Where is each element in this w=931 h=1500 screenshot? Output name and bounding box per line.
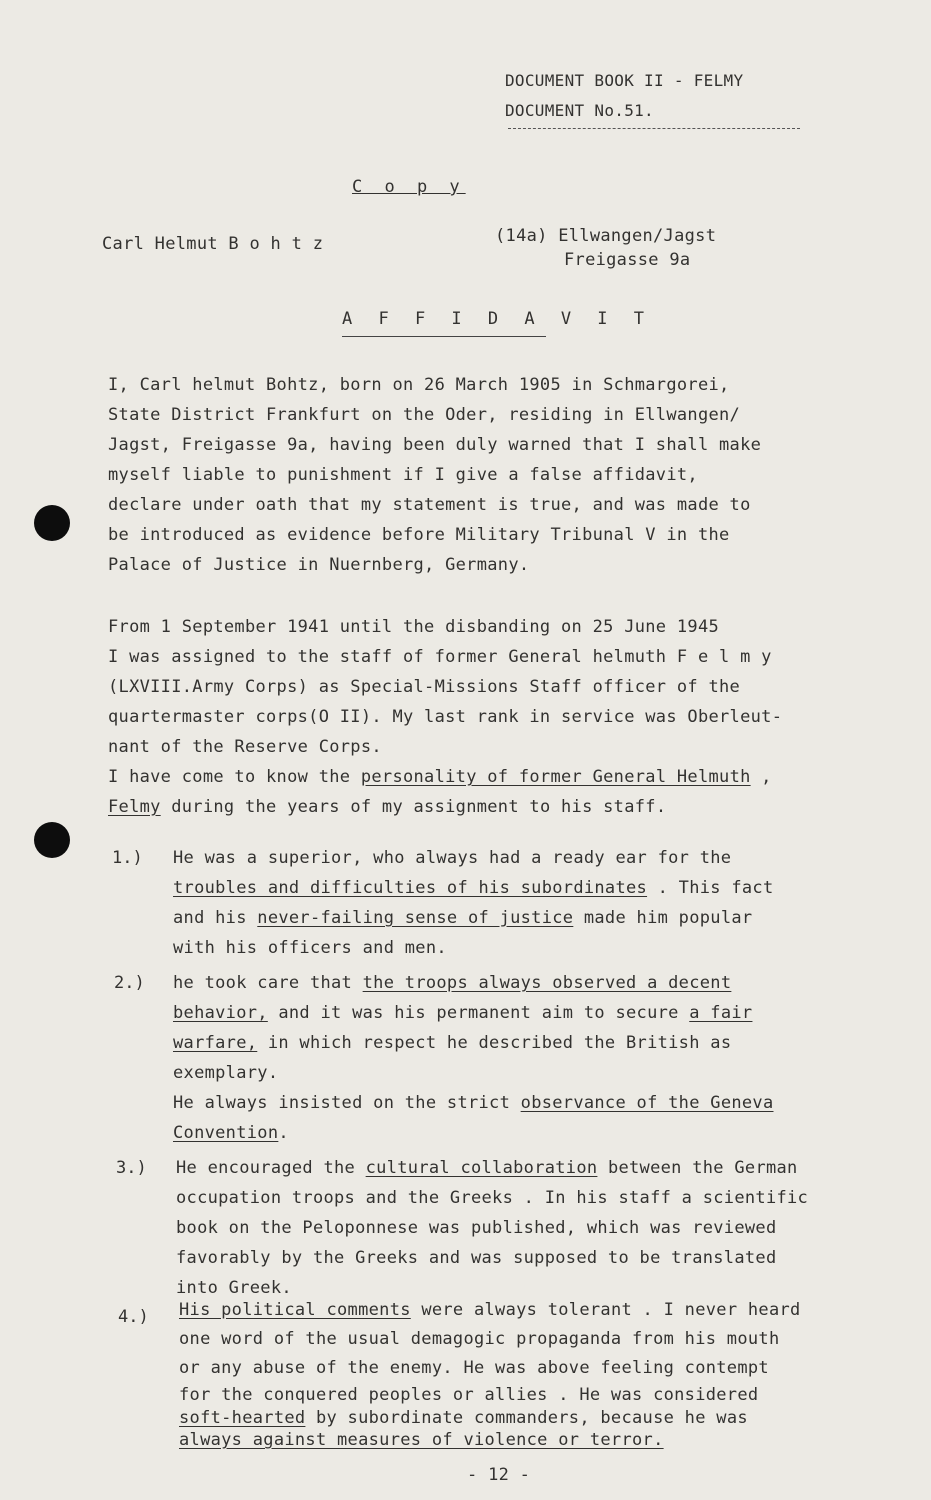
service-line: I have come to know the personality of former General Helmuth , [108, 767, 772, 787]
underlined-phrase: soft-hearted [179, 1408, 306, 1428]
underlined-phrase: never-failing sense of justice [257, 908, 574, 928]
punch-hole-bottom [34, 822, 70, 858]
underlined-phrase: His political comments [179, 1300, 411, 1320]
item-1: He was a superior, who always had a ready ear for the troubles and difficulties of his subordinates . This fact and his never-failing sense of justice made him popular with his officers and men. [173, 848, 774, 958]
service-line: I was assigned to the staff of former General helmuth F e l m y [108, 647, 772, 667]
intro-line: State District Frankfurt on the Oder, residing in Ellwangen/ [108, 405, 741, 425]
item-number: 3.) [116, 1158, 147, 1178]
intro-paragraph [108, 370, 761, 580]
service-line: nant of the Reserve Corps. [108, 737, 382, 757]
intro-line: declare under oath that my statement is true, and was made to [108, 495, 751, 515]
underlined-phrase: cultural collaboration [365, 1158, 598, 1178]
service-line: From 1 September 1941 until the disbanding on 25 June 1945 [108, 617, 720, 637]
author-address-line1: (14a) Ellwangen/Jagst [495, 226, 717, 246]
intro-line: myself liable to punishment if I give a false affidavit, [108, 465, 698, 485]
punch-hole-top [34, 505, 70, 541]
underlined-phrase: Convention [173, 1123, 279, 1143]
intro-line: Palace of Justice in Nuernberg, Germany. [108, 555, 530, 575]
author-name: Carl Helmut B o h t z [102, 234, 324, 254]
copy-label: C o p y [352, 177, 466, 197]
underlined-phrase: Felmy [108, 797, 161, 817]
item-number: 4.) [118, 1307, 149, 1327]
service-line: quartermaster corps(O II). My last rank in service was Oberleut- [108, 707, 783, 727]
underlined-phrase: personality of former General Helmuth [360, 767, 751, 787]
underlined-phrase: behavior, [173, 1003, 268, 1023]
item-2: he took care that the troops always observed a decent behavior, and it was his permanent aim to secure a fair warfare, in which respect he described the British as exemplary. He always insisted on the strict observance of the Geneva Convention. [173, 973, 774, 1143]
intro-line: I, Carl helmut Bohtz, born on 26 March 1905 in Schmargorei, [108, 375, 730, 395]
intro-line: be introduced as evidence before Military Tribunal V in the [108, 525, 730, 545]
affidavit-title: A F F I D A V I T [342, 309, 652, 329]
intro-line: Jagst, Freigasse 9a, having been duly warned that I shall make [108, 435, 762, 455]
service-paragraph [108, 612, 782, 822]
item-4: His political comments were always tolerant . I never heard one word of the usual demagogic propaganda from his mouth or any abuse of the enemy. He was above feeling contempt for the conquered peoples or allies . He was considered soft-hearted by subordinate commanders, because he was always against measures of violence or terror. [179, 1300, 801, 1450]
underlined-phrase: always against measures of violence or terror. [179, 1430, 664, 1450]
underlined-phrase: the troops always observed a decent [362, 973, 732, 993]
underlined-phrase: troubles and difficulties of his subordinates [173, 878, 648, 898]
item-number: 1.) [112, 848, 143, 868]
underlined-phrase: a fair [689, 1003, 753, 1023]
header-book-line: DOCUMENT BOOK II - FELMY [505, 71, 744, 90]
header-rule [508, 128, 800, 129]
service-line: (LXVIII.Army Corps) as Special-Missions Staff officer of the [108, 677, 741, 697]
service-line: Felmy during the years of my assignment to his staff. [108, 797, 667, 817]
page-number: - 12 - [467, 1465, 531, 1485]
document-header [505, 66, 743, 126]
underlined-phrase: observance of the Geneva [520, 1093, 774, 1113]
title-underline [342, 336, 546, 337]
author-address-line2: Freigasse 9a [564, 250, 691, 270]
underlined-phrase: warfare, [173, 1033, 258, 1053]
header-document-number: DOCUMENT No.51. [505, 101, 654, 120]
item-3: He encouraged the cultural collaboration between the German occupation troops and the Greeks . In his staff a scientific book on the Peloponnese was published, which was reviewed favorably by the Greeks and was supposed to be translated into Greek. [176, 1158, 809, 1298]
item-number: 2.) [114, 973, 145, 993]
